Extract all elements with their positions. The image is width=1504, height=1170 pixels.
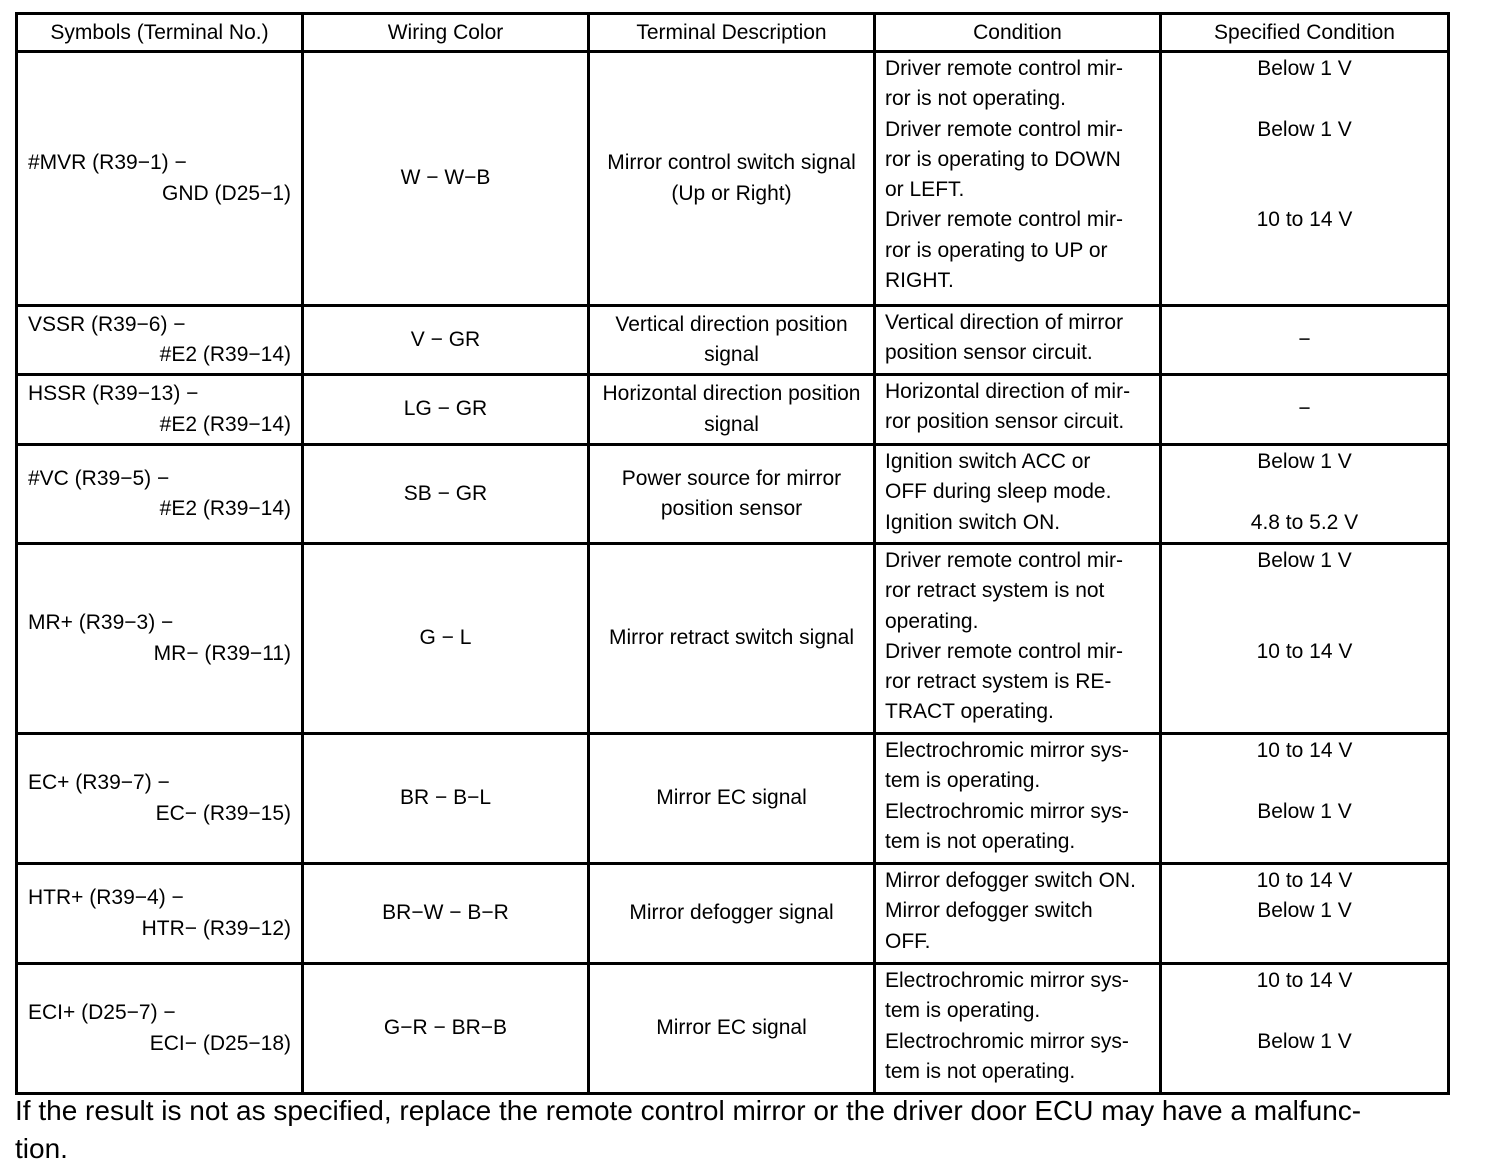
condition-line: operating. bbox=[885, 609, 979, 633]
symbol-cell bbox=[17, 964, 303, 1094]
spec-line bbox=[1171, 697, 1438, 727]
terminal-description-cell: Horizontal direction position signal bbox=[589, 375, 875, 445]
condition-line: Mirror defogger switch ON. bbox=[885, 869, 1136, 892]
wiring-color-cell: BR−W − B−R bbox=[303, 864, 589, 964]
condition-line: Electrochromic mirror sys- bbox=[885, 969, 1129, 992]
spec-line: 10 to 14 V bbox=[1256, 639, 1353, 663]
spec-line bbox=[1171, 236, 1438, 266]
spec-line: Below 1 V bbox=[1257, 57, 1352, 80]
symbol-terminal-b: EC− (R39−15) bbox=[155, 801, 291, 825]
table-row bbox=[17, 52, 1449, 306]
condition-line: OFF. bbox=[885, 929, 931, 953]
condition-line: ror is operating to UP or bbox=[885, 238, 1108, 262]
symbol-cell bbox=[17, 52, 303, 306]
specified-condition-cell bbox=[1161, 52, 1449, 306]
spec-line bbox=[1171, 175, 1438, 205]
footer-line: If the result is not as specified, replace the remote control mirror or the driver door ECU may have a malfunc- bbox=[15, 1095, 1362, 1126]
spec-line bbox=[1171, 266, 1438, 296]
symbol-terminal-b: GND (D25−1) bbox=[162, 181, 291, 205]
symbol-terminal-a: #VC (R39−5) − bbox=[28, 466, 170, 490]
specified-condition-cell bbox=[1161, 734, 1449, 864]
spec-line bbox=[1171, 607, 1438, 637]
condition-cell bbox=[875, 544, 1161, 734]
terminal-description-cell: Vertical direction position signal bbox=[589, 306, 875, 375]
spec-line bbox=[1171, 766, 1438, 796]
table-row bbox=[17, 864, 1449, 964]
spec-line: 10 to 14 V bbox=[1256, 869, 1353, 892]
wiring-color-cell: G−R − BR−B bbox=[303, 964, 589, 1094]
header-specified-condition: Specified Condition bbox=[1161, 14, 1449, 52]
table-row bbox=[17, 445, 1449, 544]
spec-line bbox=[1171, 84, 1438, 114]
symbol-terminal-a: ECI+ (D25−7) − bbox=[28, 1001, 176, 1025]
spec-line bbox=[1171, 477, 1438, 507]
symbol-terminal-b: ECI− (D25−18) bbox=[149, 1031, 291, 1055]
terminal-description-cell: Power source for mirror position sensor bbox=[589, 445, 875, 544]
footer-note bbox=[15, 1092, 1455, 1168]
specified-condition-cell bbox=[1161, 544, 1449, 734]
spec-line: 10 to 14 V bbox=[1256, 969, 1353, 992]
symbol-terminal-a: HTR+ (R39−4) − bbox=[28, 886, 184, 910]
symbol-terminal-a: #MVR (R39−1) − bbox=[28, 151, 187, 175]
symbol-terminal-b: #E2 (R39−14) bbox=[159, 343, 291, 366]
spec-line bbox=[1171, 576, 1438, 606]
condition-line: ror is not operating. bbox=[885, 87, 1066, 111]
spec-line: Below 1 V bbox=[1257, 899, 1352, 923]
condition-cell bbox=[875, 964, 1161, 1094]
wiring-color-cell: BR − B−L bbox=[303, 734, 589, 864]
wiring-color-cell: W − W−B bbox=[303, 52, 589, 306]
condition-cell bbox=[875, 306, 1161, 375]
condition-line: RIGHT. bbox=[885, 269, 954, 293]
wiring-color-cell: SB − GR bbox=[303, 445, 589, 544]
spec-line bbox=[1171, 667, 1438, 697]
condition-line: ror retract system is not bbox=[885, 579, 1105, 603]
symbol-cell bbox=[17, 306, 303, 375]
condition-line: tem is operating. bbox=[885, 999, 1041, 1023]
condition-line: Mirror defogger switch bbox=[885, 899, 1093, 923]
wiring-color-cell: V − GR bbox=[303, 306, 589, 375]
condition-line: position sensor circuit. bbox=[885, 341, 1093, 365]
table-row bbox=[17, 306, 1449, 375]
symbol-cell bbox=[17, 734, 303, 864]
symbol-terminal-b: #E2 (R39−14) bbox=[159, 412, 291, 436]
condition-line: tem is operating. bbox=[885, 769, 1041, 793]
condition-line: Electrochromic mirror sys- bbox=[885, 1029, 1129, 1053]
symbol-cell bbox=[17, 544, 303, 734]
symbol-terminal-b: #E2 (R39−14) bbox=[159, 497, 291, 520]
table-row bbox=[17, 964, 1449, 1094]
header-terminal-description: Terminal Description bbox=[589, 14, 875, 52]
spec-line: 10 to 14 V bbox=[1256, 739, 1353, 762]
condition-line: Horizontal direction of mir- bbox=[885, 380, 1131, 403]
condition-line: ror retract system is RE- bbox=[885, 670, 1112, 694]
condition-line: tem is not operating. bbox=[885, 829, 1076, 853]
symbol-terminal-a: HSSR (R39−13) − bbox=[28, 382, 199, 406]
condition-line: Electrochromic mirror sys- bbox=[885, 739, 1129, 762]
terminal-description-cell: Mirror retract switch signal bbox=[589, 544, 875, 734]
specified-condition-cell: − bbox=[1161, 375, 1449, 445]
spec-line bbox=[1171, 1057, 1438, 1087]
condition-line: ror is operating to DOWN bbox=[885, 147, 1121, 171]
condition-line: ror position sensor circuit. bbox=[885, 410, 1125, 434]
condition-line: TRACT operating. bbox=[885, 700, 1054, 724]
header-condition: Condition bbox=[875, 14, 1161, 52]
symbol-cell bbox=[17, 375, 303, 445]
table-row bbox=[17, 544, 1449, 734]
condition-line: or LEFT. bbox=[885, 178, 965, 202]
condition-line: OFF during sleep mode. bbox=[885, 480, 1112, 504]
header-symbols: Symbols (Terminal No.) bbox=[17, 14, 303, 52]
condition-line: Ignition switch ACC or bbox=[885, 450, 1091, 473]
footer-line: tion. bbox=[15, 1133, 68, 1164]
symbol-cell bbox=[17, 445, 303, 544]
symbol-terminal-b: MR− (R39−11) bbox=[153, 641, 291, 665]
table-body bbox=[17, 52, 1449, 1094]
table-row bbox=[17, 734, 1449, 864]
spec-line: Below 1 V bbox=[1257, 117, 1352, 141]
spec-line: Below 1 V bbox=[1257, 799, 1352, 823]
condition-line: Driver remote control mir- bbox=[885, 208, 1124, 232]
condition-cell bbox=[875, 734, 1161, 864]
terminal-spec-table bbox=[15, 12, 1450, 1095]
spec-line: 4.8 to 5.2 V bbox=[1250, 510, 1359, 534]
terminal-description-cell: Mirror defogger signal bbox=[589, 864, 875, 964]
condition-cell bbox=[875, 375, 1161, 445]
symbol-terminal-a: VSSR (R39−6) − bbox=[28, 312, 186, 336]
specified-condition-cell bbox=[1161, 964, 1449, 1094]
wiring-color-cell: LG − GR bbox=[303, 375, 589, 445]
specified-condition-cell: − bbox=[1161, 306, 1449, 375]
condition-line: Ignition switch ON. bbox=[885, 510, 1061, 534]
header-wiring-color: Wiring Color bbox=[303, 14, 589, 52]
terminal-description-cell: Mirror EC signal bbox=[589, 964, 875, 1094]
condition-line: Driver remote control mir- bbox=[885, 117, 1124, 141]
symbol-terminal-a: EC+ (R39−7) − bbox=[28, 771, 170, 795]
spec-line bbox=[1171, 927, 1438, 957]
spec-line: 10 to 14 V bbox=[1256, 208, 1353, 232]
spec-line: Below 1 V bbox=[1257, 1029, 1352, 1053]
spec-line: Below 1 V bbox=[1257, 450, 1352, 473]
spec-line bbox=[1171, 827, 1438, 857]
condition-cell bbox=[875, 52, 1161, 306]
wiring-color-cell: G − L bbox=[303, 544, 589, 734]
condition-line: Driver remote control mir- bbox=[885, 549, 1124, 572]
spec-line bbox=[1171, 145, 1438, 175]
specified-condition-cell bbox=[1161, 445, 1449, 544]
spec-line: Below 1 V bbox=[1257, 549, 1352, 572]
condition-line: Vertical direction of mirror bbox=[885, 311, 1124, 334]
condition-cell bbox=[875, 445, 1161, 544]
specified-condition-cell bbox=[1161, 864, 1449, 964]
symbol-terminal-b: HTR− (R39−12) bbox=[141, 916, 291, 940]
terminal-description-cell: Mirror EC signal bbox=[589, 734, 875, 864]
symbol-cell bbox=[17, 864, 303, 964]
condition-line: Electrochromic mirror sys- bbox=[885, 799, 1129, 823]
condition-cell bbox=[875, 864, 1161, 964]
table-row bbox=[17, 375, 1449, 445]
condition-line: tem is not operating. bbox=[885, 1059, 1076, 1083]
symbol-terminal-a: MR+ (R39−3) − bbox=[28, 611, 174, 635]
terminal-description-cell: Mirror control switch signal (Up or Right) bbox=[589, 52, 875, 306]
condition-line: Driver remote control mir- bbox=[885, 639, 1124, 663]
table-header-row bbox=[17, 14, 1449, 52]
spec-line bbox=[1171, 996, 1438, 1026]
condition-line: Driver remote control mir- bbox=[885, 57, 1124, 80]
